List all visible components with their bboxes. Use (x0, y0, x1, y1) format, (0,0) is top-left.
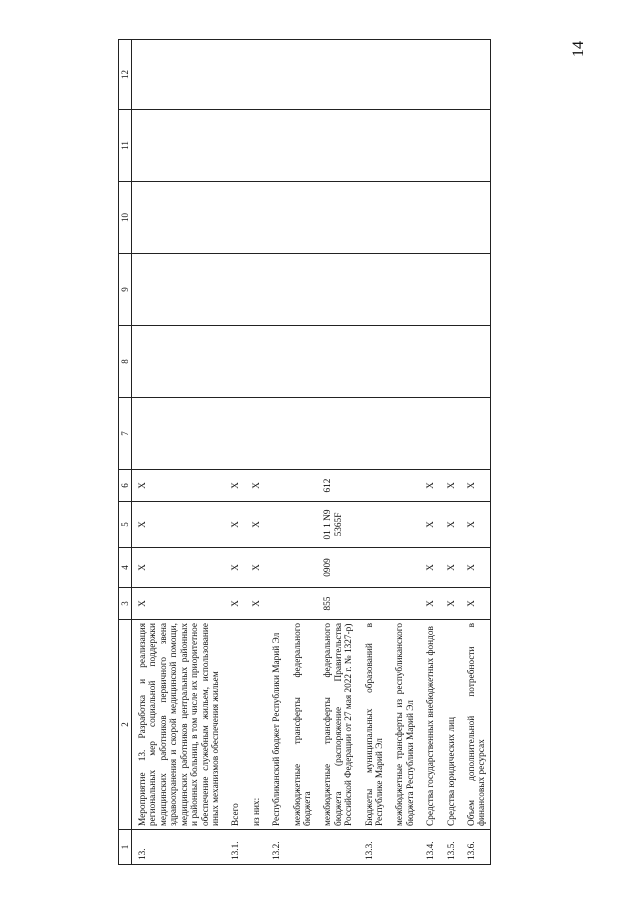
column-header-4: 4 (119, 548, 132, 588)
row-number-cell: 13.5. (439, 830, 459, 865)
value-cell-col-3: Х (244, 588, 264, 620)
table-row (132, 40, 224, 865)
row-number-cell: 13.6. (459, 830, 490, 865)
value-cell-col-11 (387, 110, 418, 182)
table-row (315, 40, 356, 865)
financing-table (118, 39, 491, 865)
value-cell-col-9 (387, 254, 418, 326)
row-number-cell (315, 830, 356, 865)
table-row (223, 40, 243, 865)
value-cell-col-8 (285, 326, 316, 398)
value-cell-col-4: Х (223, 548, 243, 588)
column-header-1: 1 (119, 830, 132, 865)
table-row (459, 40, 490, 865)
value-cell-col-12 (459, 40, 490, 110)
value-cell-col-12 (418, 40, 438, 110)
value-cell-col-5 (264, 502, 284, 548)
row-number-cell (244, 830, 264, 865)
value-cell-col-9 (418, 254, 438, 326)
value-cell-col-3: 855 (315, 588, 356, 620)
value-cell-col-7 (132, 398, 224, 470)
value-cell-col-8 (244, 326, 264, 398)
value-cell-col-11 (285, 110, 316, 182)
value-cell-col-8 (459, 326, 490, 398)
value-cell-col-6: Х (244, 470, 264, 502)
value-cell-col-4: 0909 (315, 548, 356, 588)
value-cell-col-4: Х (244, 548, 264, 588)
value-cell-col-8 (439, 326, 459, 398)
value-cell-col-11 (264, 110, 284, 182)
value-cell-col-3: Х (459, 588, 490, 620)
value-cell-col-7 (357, 398, 388, 470)
value-cell-col-4 (357, 548, 388, 588)
value-cell-col-12 (285, 40, 316, 110)
value-cell-col-3: Х (439, 588, 459, 620)
value-cell-col-11 (439, 110, 459, 182)
value-cell-col-10 (387, 182, 418, 254)
table-row (264, 40, 284, 865)
value-cell-col-7 (285, 398, 316, 470)
value-cell-col-5 (285, 502, 316, 548)
value-cell-col-10 (459, 182, 490, 254)
value-cell-col-4: Х (459, 548, 490, 588)
value-cell-col-4 (285, 548, 316, 588)
value-cell-col-6: Х (459, 470, 490, 502)
value-cell-col-5: 01 1 N9 5365F (315, 502, 356, 548)
value-cell-col-5: Х (439, 502, 459, 548)
value-cell-col-10 (285, 182, 316, 254)
table-row (387, 40, 418, 865)
value-cell-col-6 (357, 470, 388, 502)
value-cell-col-11 (132, 110, 224, 182)
row-description-cell: Республиканский бюджет Республики Марий Эл (264, 620, 284, 830)
value-cell-col-12 (315, 40, 356, 110)
value-cell-col-3 (357, 588, 388, 620)
row-description-cell: Бюджеты муниципальных образований в Республике Марий Эл (357, 620, 388, 830)
row-description-cell: из них: (244, 620, 264, 830)
value-cell-col-10 (132, 182, 224, 254)
value-cell-col-9 (264, 254, 284, 326)
value-cell-col-9 (315, 254, 356, 326)
value-cell-col-9 (244, 254, 264, 326)
value-cell-col-12 (357, 40, 388, 110)
column-header-7: 7 (119, 398, 132, 470)
column-header-2: 2 (119, 620, 132, 830)
value-cell-col-5: Х (223, 502, 243, 548)
value-cell-col-10 (439, 182, 459, 254)
value-cell-col-12 (223, 40, 243, 110)
row-number-cell: 13.3. (357, 830, 388, 865)
value-cell-col-8 (315, 326, 356, 398)
value-cell-col-12 (132, 40, 224, 110)
value-cell-col-12 (244, 40, 264, 110)
value-cell-col-9 (132, 254, 224, 326)
row-description-cell: Средства юридических лиц (439, 620, 459, 830)
row-number-cell: 13.2. (264, 830, 284, 865)
value-cell-col-10 (418, 182, 438, 254)
value-cell-col-8 (264, 326, 284, 398)
value-cell-col-8 (418, 326, 438, 398)
value-cell-col-4 (387, 548, 418, 588)
table-header-row (119, 40, 132, 865)
column-header-5: 5 (119, 502, 132, 548)
table-row (439, 40, 459, 865)
value-cell-col-4: Х (132, 548, 224, 588)
value-cell-col-3 (264, 588, 284, 620)
value-cell-col-7 (315, 398, 356, 470)
value-cell-col-6 (387, 470, 418, 502)
value-cell-col-9 (439, 254, 459, 326)
column-header-3: 3 (119, 588, 132, 620)
value-cell-col-9 (223, 254, 243, 326)
value-cell-col-11 (357, 110, 388, 182)
column-header-8: 8 (119, 326, 132, 398)
value-cell-col-5: Х (244, 502, 264, 548)
value-cell-col-5: Х (459, 502, 490, 548)
value-cell-col-11 (223, 110, 243, 182)
value-cell-col-11 (244, 110, 264, 182)
row-description-cell: межбюджетные трансферты федерального бюджета (распоряжение Правительства Российской Федерации от 27 мая 2022 г. № 1327-р) (315, 620, 356, 830)
value-cell-col-3: Х (418, 588, 438, 620)
column-header-11: 11 (119, 110, 132, 182)
row-number-cell (387, 830, 418, 865)
value-cell-col-5: Х (418, 502, 438, 548)
value-cell-col-3 (285, 588, 316, 620)
value-cell-col-4 (264, 548, 284, 588)
value-cell-col-7 (223, 398, 243, 470)
value-cell-col-12 (264, 40, 284, 110)
value-cell-col-8 (132, 326, 224, 398)
value-cell-col-5 (387, 502, 418, 548)
value-cell-col-10 (244, 182, 264, 254)
value-cell-col-11 (459, 110, 490, 182)
value-cell-col-3: Х (223, 588, 243, 620)
value-cell-col-8 (387, 326, 418, 398)
row-description-cell: Всего (223, 620, 243, 830)
column-header-6: 6 (119, 470, 132, 502)
value-cell-col-5: Х (132, 502, 224, 548)
value-cell-col-7 (439, 398, 459, 470)
value-cell-col-4: Х (418, 548, 438, 588)
column-header-10: 10 (119, 182, 132, 254)
financing-table-rotated (118, 40, 538, 865)
value-cell-col-11 (418, 110, 438, 182)
table-row (357, 40, 388, 865)
row-description-cell: межбюджетные трансферты из республиканского бюджета Республики Марий Эл (387, 620, 418, 830)
row-number-cell (285, 830, 316, 865)
value-cell-col-9 (459, 254, 490, 326)
value-cell-col-6 (264, 470, 284, 502)
value-cell-col-7 (244, 398, 264, 470)
value-cell-col-7 (264, 398, 284, 470)
value-cell-col-7 (459, 398, 490, 470)
value-cell-col-5 (357, 502, 388, 548)
row-description-cell: Объем дополнительной потребности в финансовых ресурсах (459, 620, 490, 830)
page-number: 14 (570, 41, 587, 57)
value-cell-col-7 (418, 398, 438, 470)
value-cell-col-6: Х (439, 470, 459, 502)
value-cell-col-6: Х (223, 470, 243, 502)
value-cell-col-9 (285, 254, 316, 326)
value-cell-col-10 (264, 182, 284, 254)
value-cell-col-10 (223, 182, 243, 254)
value-cell-col-4: Х (439, 548, 459, 588)
value-cell-col-8 (357, 326, 388, 398)
value-cell-col-12 (439, 40, 459, 110)
value-cell-col-6: 612 (315, 470, 356, 502)
value-cell-col-8 (223, 326, 243, 398)
row-number-cell: 13. (132, 830, 224, 865)
value-cell-col-6: Х (418, 470, 438, 502)
row-description-cell: Мероприятие 13. Разработка и реализация региональных мер социальной поддержки медицинских работников первичного звена здравоохранения и скорой медицинской помощи, медицинских работников центральных районных и районных больниц, в том числе их приоритетное обеспечение служебным жильем, использование иных механизмов обеспечения жильем (132, 620, 224, 830)
row-number-cell: 13.1. (223, 830, 243, 865)
row-number-cell: 13.4. (418, 830, 438, 865)
row-description-cell: межбюджетные трансферты федерального бюджета (285, 620, 316, 830)
table-row (418, 40, 438, 865)
value-cell-col-6: Х (132, 470, 224, 502)
column-header-9: 9 (119, 254, 132, 326)
table-row (244, 40, 264, 865)
value-cell-col-10 (315, 182, 356, 254)
column-header-12: 12 (119, 40, 132, 110)
value-cell-col-10 (357, 182, 388, 254)
value-cell-col-12 (387, 40, 418, 110)
value-cell-col-11 (315, 110, 356, 182)
row-description-cell: Средства государственных внебюджетных фондов (418, 620, 438, 830)
table-row (285, 40, 316, 865)
table-body (132, 40, 491, 865)
value-cell-col-3: Х (132, 588, 224, 620)
value-cell-col-6 (285, 470, 316, 502)
value-cell-col-9 (357, 254, 388, 326)
value-cell-col-7 (387, 398, 418, 470)
value-cell-col-3 (387, 588, 418, 620)
